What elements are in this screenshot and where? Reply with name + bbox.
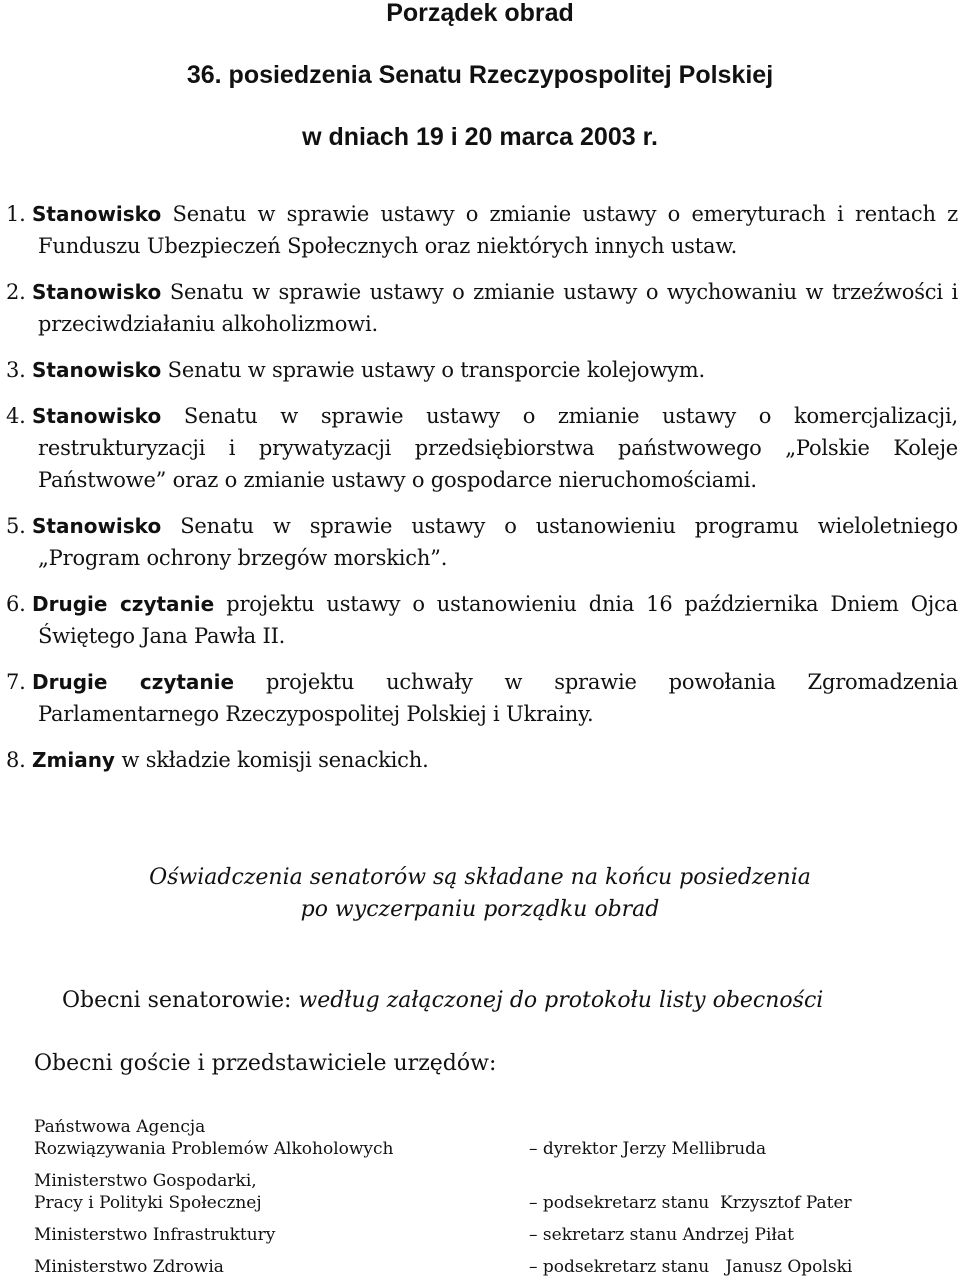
agenda-item-keyword: Stanowisko xyxy=(32,280,162,304)
guest-organization: Ministerstwo Gospodarki, Pracy i Polityki Społecznej xyxy=(34,1171,262,1213)
agenda-list xyxy=(6,198,958,790)
present-senators xyxy=(62,985,952,1017)
agenda-item-number: 3. xyxy=(6,358,26,382)
guest-role: – podsekretarz stanu Krzysztof Pater xyxy=(529,1193,852,1213)
agenda-item-text: Senatu w sprawie ustawy o ustanowieniu programu wieloletniego „Program ochrony brzegów morskich”. xyxy=(38,514,958,570)
guest-organization: Ministerstwo Infrastruktury xyxy=(34,1225,276,1245)
agenda-item-number: 8. xyxy=(6,748,26,772)
guest-row xyxy=(34,1116,934,1160)
guest-role: – dyrektor Jerzy Mellibruda xyxy=(529,1139,767,1159)
agenda-item-number: 2. xyxy=(6,280,26,304)
agenda-item-keyword: Zmiany xyxy=(32,748,115,772)
senator-statements-note xyxy=(0,862,960,926)
guest-row xyxy=(34,1170,934,1214)
document-title: Porządek obrad xyxy=(386,0,574,27)
agenda-item-text: projektu uchwały w sprawie powołania Zgromadzenia Parlamentarnego Rzeczypospolitej Polskiej i Ukrainy. xyxy=(38,670,958,726)
agenda-item xyxy=(6,400,958,496)
guest-role: – podsekretarz stanu Janusz Opolski xyxy=(529,1257,853,1277)
agenda-item-number: 6. xyxy=(6,592,26,616)
guest-row xyxy=(34,1224,934,1246)
agenda-item-number: 4. xyxy=(6,404,26,428)
agenda-item-keyword: Stanowisko xyxy=(32,404,162,428)
agenda-item-number: 5. xyxy=(6,514,26,538)
guests-title: Obecni goście i przedstawiciele urzędów: xyxy=(34,1051,497,1076)
present-senators-label: Obecni senatorowie: xyxy=(62,988,299,1013)
statement-line-1: Oświadczenia senatorów są składane na końcu posiedzenia xyxy=(149,865,811,890)
agenda-item xyxy=(6,666,958,730)
agenda-item-text: Senatu w sprawie ustawy o zmianie ustawy o wychowaniu w trzeźwości i przeciwdziałaniu alkoholizmowi. xyxy=(38,280,958,336)
agenda-item-number: 1. xyxy=(6,202,26,226)
agenda-item-keyword: Drugie czytanie xyxy=(32,592,215,616)
agenda-item xyxy=(6,276,958,340)
agenda-item-number: 7. xyxy=(6,670,26,694)
agenda-item-text: Senatu w sprawie ustawy o transporcie kolejowym. xyxy=(161,358,705,382)
agenda-item xyxy=(6,510,958,574)
guest-row xyxy=(34,1256,934,1278)
agenda-item xyxy=(6,744,958,776)
present-senators-value: według załączonej do protokołu listy obecności xyxy=(298,988,824,1013)
agenda-item-keyword: Stanowisko xyxy=(32,514,162,538)
agenda-item-text: Senatu w sprawie ustawy o zmianie ustawy o emeryturach i rentach z Funduszu Ubezpieczeń Społecznych oraz niektórych innych ustaw. xyxy=(38,202,958,258)
guest-role: – sekretarz stanu Andrzej Piłat xyxy=(529,1225,794,1245)
agenda-item-text: Senatu w sprawie ustawy o zmianie ustawy o komercjalizacji, restrukturyzacji i prywatyzacji przedsiębiorstwa państwowego „Polskie Koleje Państwowe” oraz o zmianie ustawy o gospodarce nieruchomościami. xyxy=(38,404,958,492)
agenda-item xyxy=(6,588,958,652)
agenda-item-text: w składzie komisji senackich. xyxy=(114,748,429,772)
agenda-item xyxy=(6,198,958,262)
agenda-item xyxy=(6,354,958,386)
agenda-item-keyword: Drugie czytanie xyxy=(32,670,235,694)
agenda-item-keyword: Stanowisko xyxy=(32,358,162,382)
session-title: 36. posiedzenia Senatu Rzeczypospolitej Polskiej xyxy=(186,61,774,89)
session-dates: w dniach 19 i 20 marca 2003 r. xyxy=(302,123,658,151)
guest-organization: Ministerstwo Zdrowia xyxy=(34,1257,224,1277)
agenda-item-keyword: Stanowisko xyxy=(32,202,162,226)
guest-organization: Państwowa Agencja Rozwiązywania Problemów Alkoholowych xyxy=(34,1117,394,1159)
guests-list xyxy=(34,1116,934,1288)
agenda-item-text: projektu ustawy o ustanowieniu dnia 16 października Dniem Ojca Świętego Jana Pawła II. xyxy=(38,592,958,648)
statement-line-2: po wyczerpaniu porządku obrad xyxy=(300,897,660,922)
